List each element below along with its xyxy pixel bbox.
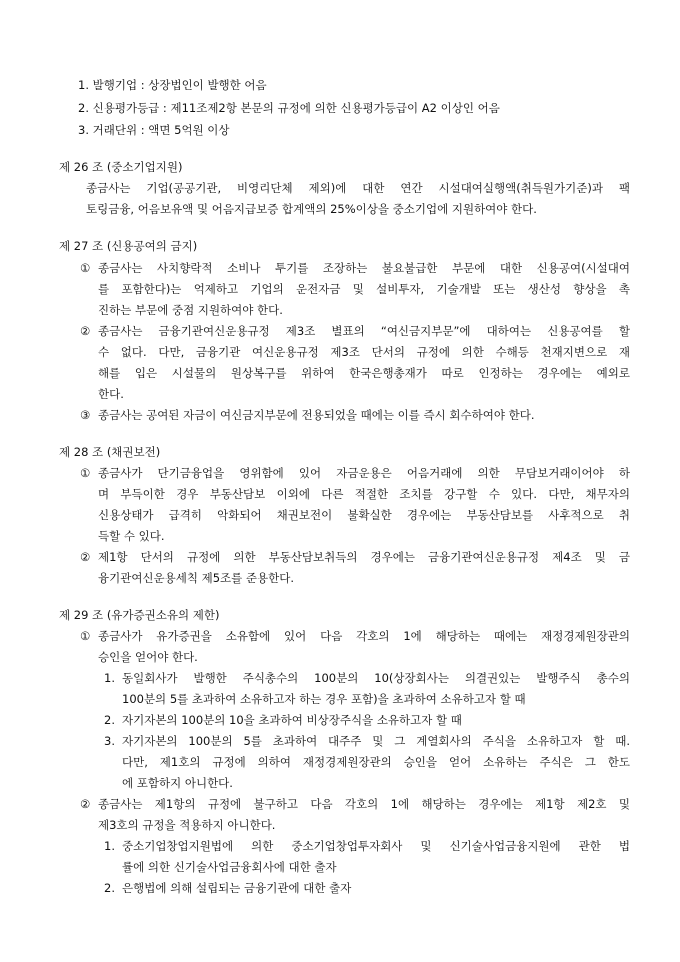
- item-number: 1.: [104, 671, 115, 685]
- item-line: 중소기업창업지원법에 의한 중소기업창업투자회사 및 신기술사업금융지원에 관한 법: [122, 839, 630, 853]
- paragraph-line: 수 없다. 다만, 금융기관 여신운용규정 제3조 단서의 규정에 의한 수해등 천재지변으로 재: [98, 345, 630, 359]
- paragraph-line: 제3호의 규정을 적용하지 아니한다.: [98, 818, 276, 832]
- paragraph-line: 종금사는 공여된 자금이 여신금지부문에 전용되었을 때에는 이를 즉시 회수하여야 한다.: [98, 408, 535, 422]
- paragraph-line: 종금사는 기업(공공기관, 비영리단체 제외)에 대한 연간 시설대여실행액(취득원가기준)과 팩: [86, 181, 630, 195]
- paragraph-line: 진하는 부문에 중점 지원하여야 한다.: [98, 303, 283, 317]
- item-line: 자기자본의 100분의 5를 초과하여 대주주 및 그 계열회사의 주식을 소유하고자 할 때.: [122, 734, 630, 748]
- item-number: 2.: [104, 713, 115, 727]
- paragraph-line: 득할 수 있다.: [98, 529, 165, 543]
- article-heading: 제 29 조 (유가증권소유의 제한): [59, 608, 220, 622]
- paragraph-line: 종금사는 사치향락적 소비나 투기를 조장하는 불요불급한 부문에 대한 신용공여(시설대여: [98, 261, 630, 275]
- item-number: 2.: [104, 881, 115, 895]
- paragraph-line: 제1항 단서의 규정에 의한 부동산담보취득의 경우에는 금융기관여신운용규정 제4조 및 금: [98, 550, 630, 564]
- paragraph-line: 신용상태가 급격히 악화되어 채권보전이 불확실한 경우에는 부동산담보를 사후적으로 취: [98, 508, 630, 522]
- paragraph-line: 융기관여신운용세칙 제5조를 준용한다.: [98, 571, 295, 585]
- paragraph-marker: ②: [80, 797, 91, 811]
- paragraph-line: 한다.: [98, 387, 124, 401]
- paragraph-line: 토링금융, 어음보유액 및 어음지급보증 합계액의 25%이상을 중소기업에 지원하여야 한다.: [86, 202, 537, 216]
- paragraph-line: 종금사가 단기금융업을 영위함에 있어 자금운용은 어음거래에 의한 무담보거래이어야 하: [98, 466, 630, 480]
- article-heading: 제 28 조 (채권보전): [59, 445, 161, 459]
- paragraph-marker: ①: [80, 261, 91, 275]
- paragraph-line: 종금사가 유가증권을 소유함에 있어 다음 각호의 1에 해당하는 때에는 재정경제원장관의: [98, 629, 630, 643]
- list-item: 1. 발행기업 : 상장법인이 발행한 어음: [78, 78, 267, 92]
- paragraph-line: 해를 입은 시설물의 원상복구를 위하여 한국은행총재가 따로 인정하는 경우에는 예외로: [98, 366, 630, 380]
- item-line: 100분의 5를 초과하여 소유하고자 하는 경우 포함)을 초과하여 소유하고자 할 때: [122, 692, 526, 706]
- paragraph-line: 종금사는 제1항의 규정에 불구하고 다음 각호의 1에 해당하는 경우에는 제1항 제2호 및: [98, 797, 630, 811]
- paragraph-marker: ②: [80, 550, 91, 564]
- paragraph-marker: ①: [80, 466, 91, 480]
- item-line: 동일회사가 발행한 주식총수의 100분의 10(상장회사는 의결권있는 발행주식 총수의: [122, 671, 630, 685]
- paragraph-marker: ②: [80, 324, 91, 338]
- item-line: 다만, 제1호의 규정에 의하여 재정경제원장관의 승인을 얻어 소유하는 주식은 그 한도: [122, 755, 630, 769]
- paragraph-line: 며 부득이한 경우 부동산담보 이외에 다른 적절한 조치를 강구할 수 있다. 다만, 채무자의: [98, 487, 630, 501]
- item-line: 은행법에 의해 설립되는 금융기관에 대한 출자: [122, 881, 352, 895]
- list-item: 3. 거래단위 : 액면 5억원 이상: [78, 123, 230, 137]
- paragraph-line: 승인을 얻어야 한다.: [98, 650, 198, 664]
- paragraph-line: 를 포함한다)는 억제하고 기업의 운전자금 및 설비투자, 기술개발 또는 생산성 향상을 촉: [98, 282, 630, 296]
- list-item: 2. 신용평가등급 : 제11조제2항 본문의 규정에 의한 신용평가등급이 A2 이상인 어음: [78, 101, 500, 115]
- article-heading: 제 26 조 (중소기업지원): [59, 160, 183, 174]
- paragraph-marker: ③: [80, 408, 91, 422]
- paragraph-line: 종금사는 금융기관여신운용규정 제3조 별표의 “여신금지부문”에 대하여는 신용공여를 할: [98, 324, 630, 338]
- paragraph-marker: ①: [80, 629, 91, 643]
- item-line: 률에 의한 신기술사업금융회사에 대한 출자: [122, 860, 337, 874]
- item-line: 자기자본의 100분의 10을 초과하여 비상장주식을 소유하고자 할 때: [122, 713, 462, 727]
- item-line: 에 포함하지 아니한다.: [122, 776, 233, 790]
- article-heading: 제 27 조 (신용공여의 금지): [59, 239, 198, 253]
- item-number: 3.: [104, 734, 115, 748]
- item-number: 1.: [104, 839, 115, 853]
